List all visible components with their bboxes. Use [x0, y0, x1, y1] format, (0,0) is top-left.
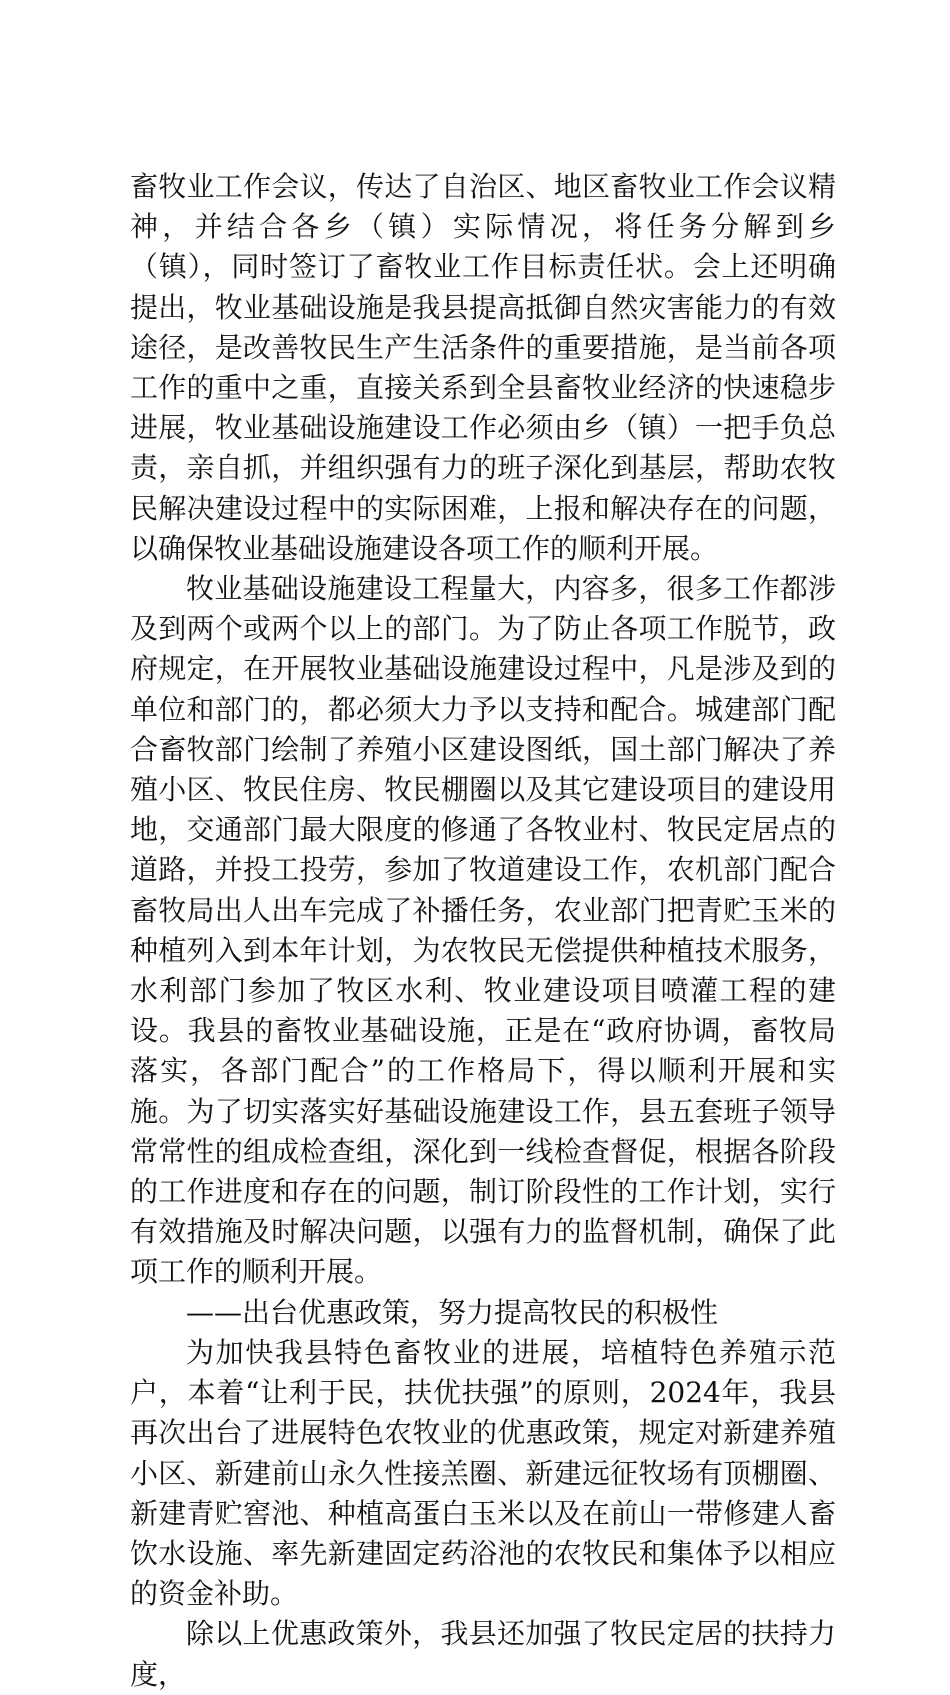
paragraph-cooperation: 牧业基础设施建设工程量大，内容多，很多工作都涉及到两个或两个以上的部门。为了防止各项工作脱节，政府规定，在开展牧业基础设施建设过程中，凡是涉及到的单位和部门的，都必须大力予以支持和配合。城建部门配合畜牧部门绘制了养殖小区建设图纸，国土部门解决了养殖小区、牧民住房、牧民棚圈以及其它建设项目的建设用地，交通部门最大限度的修通了各牧业村、牧民定居点的道路，并投工投劳，参加了牧道建设工作，农机部门配合畜牧局出人出车完成了补播任务，农业部门把青贮玉米的种植列入到本年计划，为农牧民无偿提供种植技术服务，水利部门参加了牧区水利、牧业建设项目喷灌工程的建设。我县的畜牧业基础设施，正是在“政府协调，畜牧局落实，各部门配合”的工作格局下，得以顺利开展和实施。为了切实落实好基础设施建设工作，县五套班子领导常常性的组成检查组，深化到一线检查督促，根据各阶段的工作进度和存在的问题，制订阶段性的工作计划，实行有效措施及时解决问题，以强有力的监督机制，确保了此项工作的顺利开展。: [130, 572, 836, 1289]
section-heading-policy: ——出台优惠政策，努力提高牧民的积极性: [186, 1295, 719, 1329]
paragraph-settlement: 除以上优惠政策外，我县还加强了牧民定居的扶持力度，: [130, 1617, 836, 1691]
document-body: [130, 167, 836, 1695]
paragraph-policy: 为加快我县特色畜牧业的进展，培植特色养殖示范户，本着“让利于民，扶优扶强”的原则，2024年，我县再次出台了进展特色农牧业的优惠政策，规定对新建养殖小区、新建前山永久性接羔圈、新建远征牧场有顶棚圈、新建青贮窖池、种植高蛋白玉米以及在前山一带修建人畜饮水设施、率先新建固定药浴池的农牧民和集体予以相应的资金补助。: [130, 1335, 836, 1611]
paragraph-continued: 畜牧业工作会议，传达了自治区、地区畜牧业工作会议精神，并结合各乡（镇）实际情况，将任务分解到乡（镇），同时签订了畜牧业工作目标责任状。会上还明确提出，牧业基础设施是我县提高抵御自然灾害能力的有效途径，是改善牧民生产生活条件的重要措施，是当前各项工作的重中之重，直接关系到全县畜牧业经济的快速稳步进展，牧业基础设施建设工作必须由乡（镇）一把手负总责，亲自抓，并组织强有力的班子深化到基层，帮助农牧民解决建设过程中的实际困难，上报和解决存在的问题，以确保牧业基础设施建设各项工作的顺利开展。: [130, 170, 836, 565]
